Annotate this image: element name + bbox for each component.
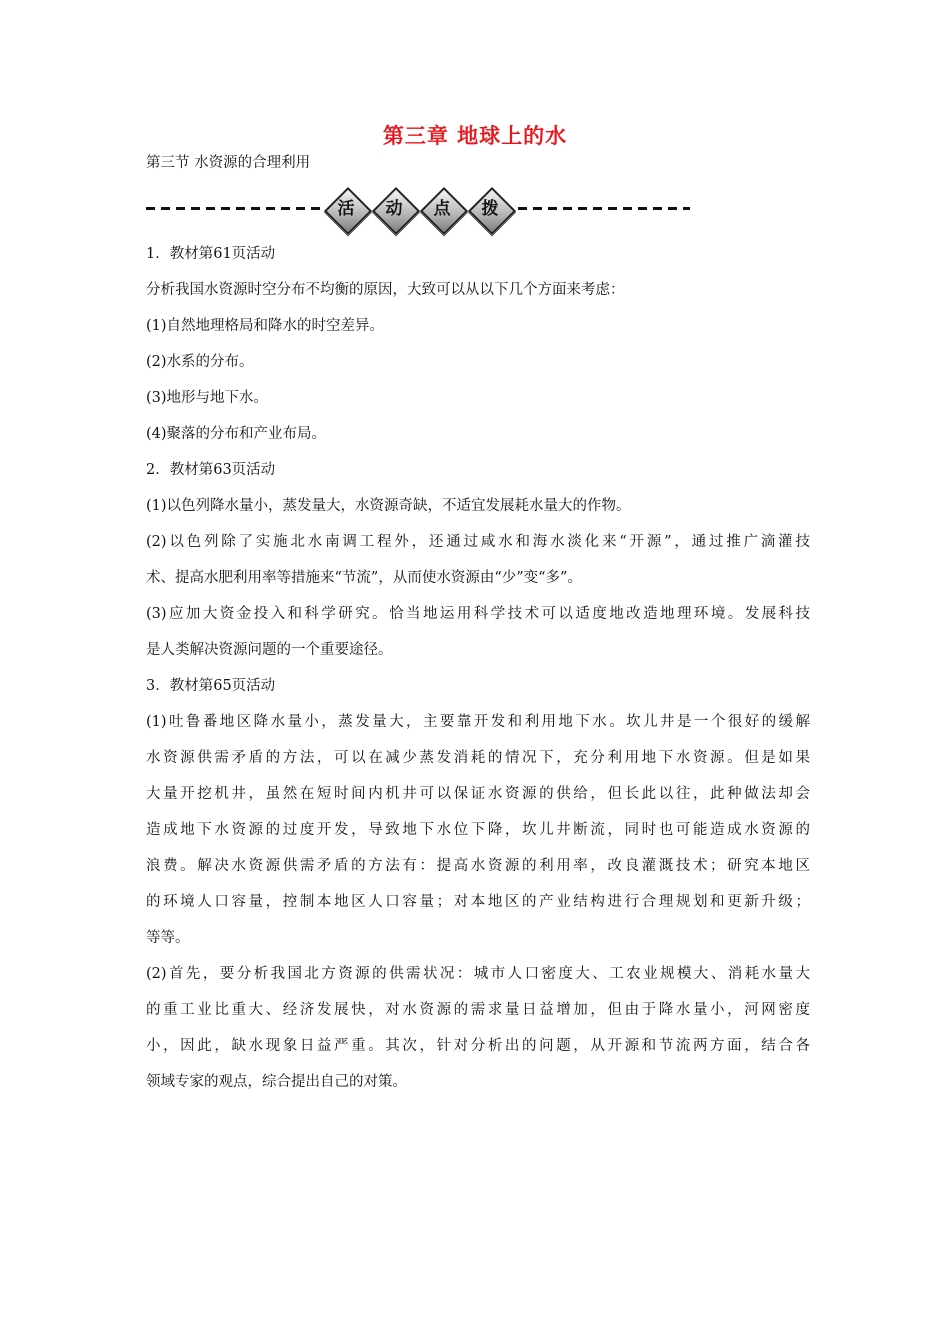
- text-line: 的环境人口容量，控制本地区人口容量；对本地区的产业结构进行合理规划和更新升级；: [146, 894, 810, 910]
- text-line: 小，因此，缺水现象日益严重。其次，针对分析出的问题，从开源和节流两方面，结合各: [146, 1038, 810, 1054]
- text-line: 等等。: [146, 930, 190, 946]
- text-line: 的重工业比重大、经济发展快，对水资源的需求量日益增加，但由于降水量小，河网密度: [146, 1002, 810, 1018]
- banner-char: 动: [385, 199, 403, 219]
- chapter-title: 第三章 地球上的水: [382, 124, 568, 148]
- text-line: (3)地形与地下水。: [146, 390, 269, 406]
- text-line: (1)自然地理格局和降水的时空差异。: [146, 318, 385, 334]
- text-line: (2)首先，要分析我国北方资源的供需状况：城市人口密度大、工农业规模大、消耗水量大: [146, 966, 810, 982]
- text-line: (1)以色列降水量小，蒸发量大，水资源奇缺，不适宜发展耗水量大的作物。: [146, 498, 631, 514]
- activity-banner: [146, 183, 690, 235]
- text-line: (3)应加大资金投入和科学研究。恰当地运用科学技术可以适度地改造地理环境。发展科技: [146, 606, 810, 622]
- banner-diamond: [468, 187, 512, 231]
- text-line: 3．教材第65页活动: [146, 678, 276, 694]
- banner-dashes-right: [518, 207, 690, 210]
- text-line: (2)以色列除了实施北水南调工程外，还通过咸水和海水淡化来“开源”，通过推广滴灌技: [146, 534, 810, 550]
- text-line: 2．教材第63页活动: [146, 462, 276, 478]
- text-line: (2)水系的分布。: [146, 354, 254, 370]
- text-line: 大量开挖机井，虽然在短时间内机井可以保证水资源的供给，但长此以往，此种做法却会: [146, 786, 810, 802]
- text-line: (1)吐鲁番地区降水量小，蒸发量大，主要靠开发和利用地下水。坎儿井是一个很好的缓解: [146, 714, 810, 730]
- text-line: 术、提高水肥利用率等措施来“节流”，从而使水资源由“少”变“多”。: [146, 570, 582, 586]
- text-line: 水资源供需矛盾的方法，可以在减少蒸发消耗的情况下，充分利用地下水资源。但是如果: [146, 750, 810, 766]
- banner-char: 拨: [481, 199, 499, 219]
- text-line: 领域专家的观点，综合提出自己的对策。: [146, 1074, 407, 1090]
- banner-dashes-left: [146, 207, 324, 210]
- body-text: [146, 236, 810, 1100]
- text-line: (4)聚落的分布和产业布局。: [146, 426, 327, 442]
- banner-char: 活: [337, 199, 355, 219]
- banner-diamond: [324, 187, 368, 231]
- banner-diamond: [420, 187, 464, 231]
- banner-char: 点: [433, 199, 451, 219]
- text-line: 1．教材第61页活动: [146, 246, 276, 262]
- section-title: 第三节 水资源的合理利用: [146, 155, 311, 171]
- banner-diamond: [372, 187, 416, 231]
- text-line: 是人类解决资源问题的一个重要途径。: [146, 642, 393, 658]
- text-line: 分析我国水资源时空分布不均衡的原因，大致可以从以下几个方面来考虑：: [146, 282, 625, 298]
- text-line: 造成地下水资源的过度开发，导致地下水位下降，坎儿井断流，同时也可能造成水资源的: [146, 822, 810, 838]
- text-line: 浪费。解决水资源供需矛盾的方法有：提高水资源的利用率，改良灌溉技术；研究本地区: [146, 858, 810, 874]
